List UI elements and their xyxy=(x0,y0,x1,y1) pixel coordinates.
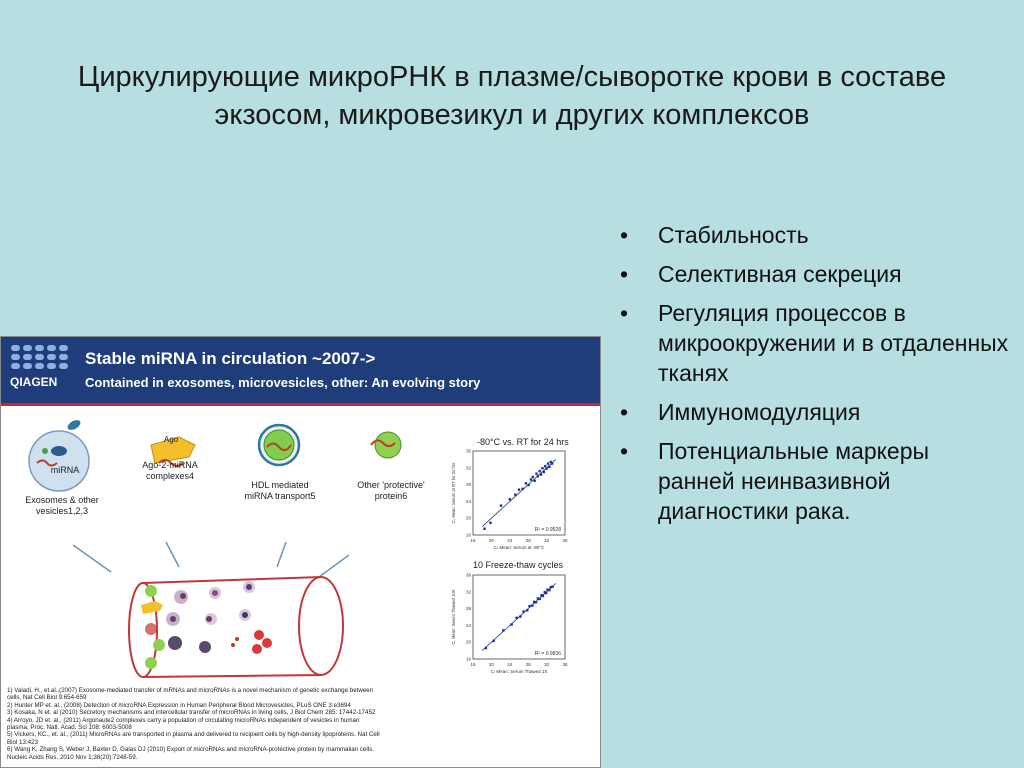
bullet-stability: • Стабильность xyxy=(612,220,1012,250)
data-point xyxy=(514,493,516,495)
x-tick-label: 28 xyxy=(525,538,531,543)
data-point xyxy=(485,647,487,649)
reference-line: 1) Valadi, H., et.al.,(2007) Exosome-mediated transfer of mRNAs and microRNAs is a novel mechanism of genetic exchange between xyxy=(7,687,374,694)
arrows xyxy=(73,542,349,577)
logo-text: QIAGEN xyxy=(10,375,58,389)
reference-line: 3) Kosaka, N et. al (2010) Secretory mechanisms and intercellular transfer of microRNAs in living cells, J Biol Chem 285: 17442-17452 xyxy=(7,709,376,717)
protective-protein-icon xyxy=(371,432,401,458)
x-tick-label: 28 xyxy=(525,662,531,667)
x-tick-label: 36 xyxy=(562,662,568,667)
data-point xyxy=(527,484,529,486)
y-tick-label: 32 xyxy=(465,589,471,595)
reference-line: 5) Vickers, KC., et. al., (2011) MicroRNAs are transported in plasma and delivered to recipient cells by high-density lipoproteins. Nat Cell xyxy=(7,731,380,739)
exosome-icon xyxy=(29,418,89,491)
reference-line: plasma, Proc. Natl. Acad. Sci 108: 6003-5008 xyxy=(7,724,132,732)
data-point xyxy=(493,640,495,642)
data-point xyxy=(500,504,502,506)
figure-title: Stable miRNA in circulation ~2007-> xyxy=(85,349,376,368)
data-point xyxy=(489,522,491,524)
y-tick-label: 20 xyxy=(465,515,471,521)
plot1-title: -80°C vs. RT for 24 hrs xyxy=(477,437,569,447)
hdl-label: HDL mediated miRNA transport5 xyxy=(244,480,316,501)
reference-line: 6) Wang K, Zhang S, Weber J, Baxter D, Galas DJ (2010) Export of microRNAs and microRNA-protective protein by mammalian cells. xyxy=(7,746,374,754)
reference-line: 2) Hunter MP et. al., (2008) Detection of microRNA Expression in Human Peripheral Blood Microvesicles, PLoS ONE 3:e3694 xyxy=(7,701,351,709)
data-point xyxy=(519,615,521,617)
data-point xyxy=(518,488,520,490)
data-point xyxy=(502,629,504,631)
plot2-title: 10 Freeze-thaw cycles xyxy=(473,560,564,570)
data-point xyxy=(545,467,547,469)
qiagen-logo xyxy=(7,343,73,399)
y-tick-label: 32 xyxy=(465,465,471,471)
x-tick-label: 24 xyxy=(507,538,513,543)
data-point xyxy=(531,604,533,606)
data-point xyxy=(535,601,537,603)
y-tick-label: 20 xyxy=(465,639,471,645)
data-point xyxy=(510,623,512,625)
y-tick-label: 28 xyxy=(465,482,471,488)
y-axis-label: Cₜ Mean: Serum Thawed 10X xyxy=(451,589,456,645)
data-point xyxy=(532,476,534,478)
figure-header xyxy=(1,337,600,406)
circulation-illustration xyxy=(1,407,441,687)
x-tick-label: 36 xyxy=(562,538,568,543)
data-point xyxy=(548,589,550,591)
r-squared-label: R² = 0.9528 xyxy=(534,527,561,533)
data-point xyxy=(526,609,528,611)
y-tick-label: 36 xyxy=(465,572,471,578)
data-point xyxy=(548,466,550,468)
data-point xyxy=(528,605,530,607)
data-point xyxy=(521,488,523,490)
reference-line: cells, Nat Cell Biol 9:654-659 xyxy=(7,694,87,702)
mirna-label: miRNA xyxy=(50,465,80,475)
references xyxy=(7,687,599,761)
data-point xyxy=(551,462,553,464)
bullet-regulation: • Регуляция процессов в микроокружении и в отдаленных тканях xyxy=(612,298,1012,388)
x-tick-label: 16 xyxy=(470,538,476,543)
slide-title: Циркулирующие микроРНК в плазме/сыворотке крови в составе экзосом, микровезикул и других комплексов xyxy=(77,61,947,131)
bullet-immunomodulation: • Иммуномодуляция xyxy=(612,397,1012,427)
r-squared-label: R² = 0.9836 xyxy=(534,651,561,657)
blood-vessel xyxy=(129,577,343,677)
protective-label: Other 'protective' protein6 xyxy=(357,480,425,501)
data-point xyxy=(483,528,485,530)
data-point xyxy=(537,475,539,477)
data-point xyxy=(535,472,537,474)
ago-label: Ago xyxy=(163,435,179,444)
x-tick-label: 20 xyxy=(488,662,494,667)
data-point xyxy=(516,617,518,619)
y-tick-label: 24 xyxy=(465,498,471,504)
y-axis-label: Cₜ Mean: Serum at RT for 24 hrs xyxy=(451,462,456,524)
x-tick-label: 32 xyxy=(544,538,550,543)
data-point xyxy=(525,482,527,484)
data-point xyxy=(522,610,524,612)
data-point xyxy=(530,478,532,480)
hdl-icon xyxy=(259,425,299,465)
bullet-selective-secretion: • Селективная секреция xyxy=(612,259,1012,289)
data-point xyxy=(533,480,535,482)
bullet-list xyxy=(612,220,1012,535)
y-tick-label: 28 xyxy=(465,606,471,612)
qiagen-figure xyxy=(0,336,601,768)
reference-line: Biol 13:423 xyxy=(7,738,38,746)
x-tick-label: 24 xyxy=(507,662,513,667)
data-point xyxy=(543,471,545,473)
y-tick-label: 16 xyxy=(465,532,471,538)
exosomes-label: Exosomes & other vesicles1,2,3 xyxy=(25,495,99,516)
data-point xyxy=(544,465,546,467)
data-point xyxy=(541,467,543,469)
x-tick-label: 32 xyxy=(544,662,550,667)
y-tick-label: 36 xyxy=(465,448,471,454)
ago-complex-label: Ago-2-miRNA complexes4 xyxy=(142,460,198,481)
data-point xyxy=(547,462,549,464)
reference-line: Nucleic Acids Res. 2010 Nov 1;38(20):7248-59. xyxy=(7,753,138,761)
scatter-plot-2 xyxy=(445,571,575,691)
y-tick-label: 24 xyxy=(465,622,471,628)
scatter-plot-1 xyxy=(445,447,575,567)
data-point xyxy=(509,498,511,500)
data-point xyxy=(545,592,547,594)
data-point xyxy=(540,473,542,475)
y-tick-label: 16 xyxy=(465,656,471,662)
x-axis-label: Cₜ Mean: Serum Thawed 1X xyxy=(490,669,548,674)
figure-subtitle: Contained in exosomes, microvesicles, other: An evolving story xyxy=(85,375,481,390)
x-axis-label: Cₜ Mean: Serum at -80°C xyxy=(493,545,545,550)
data-point xyxy=(539,470,541,472)
bullet-cancer-markers: • Потенциальные маркеры ранней неинвазивной диагностики рака. xyxy=(612,436,1012,526)
x-tick-label: 16 xyxy=(470,662,476,667)
data-point xyxy=(551,586,553,588)
x-tick-label: 20 xyxy=(488,538,494,543)
data-point xyxy=(539,598,541,600)
data-point xyxy=(542,595,544,597)
reference-line: 4) Arroyo, JD et. al., (2011) Argonaute2 complexes carry a population of circulating microRNAs independent of vesicles in human xyxy=(7,716,360,724)
